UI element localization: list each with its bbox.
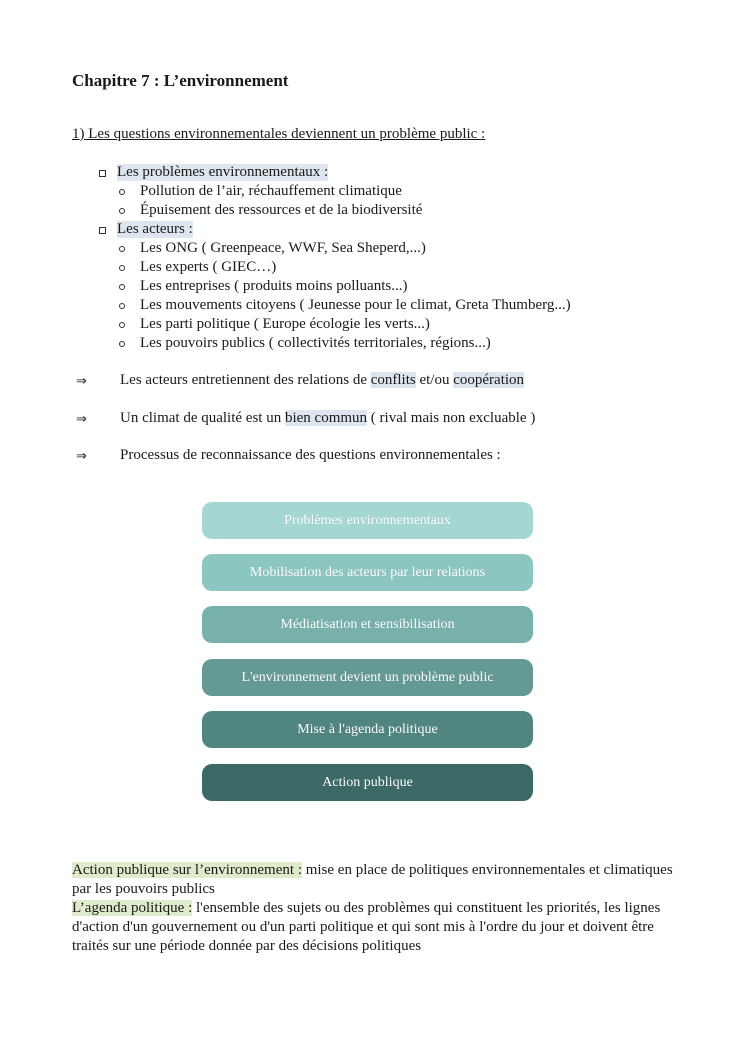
- list-item: Épuisement des ressources et de la biodiversité: [140, 202, 423, 218]
- definition-agenda-politique: [72, 899, 682, 956]
- list-item: Les pouvoirs publics ( collectivités territoriales, régions...): [140, 335, 491, 351]
- definition-term: L’agenda politique :: [72, 900, 193, 916]
- double-arrow-icon: ⇒: [76, 449, 87, 464]
- circle-bullet-icon: [119, 208, 125, 214]
- text-segment: Un climat de qualité est un: [120, 410, 285, 426]
- group-label: Les problèmes environnementaux :: [117, 164, 329, 180]
- circle-bullet-icon: [119, 189, 125, 195]
- highlight-bien-commun: bien commun: [284, 410, 368, 426]
- definition-term: Action publique sur l’environnement :: [72, 862, 302, 878]
- circle-bullet-icon: [119, 265, 125, 271]
- list-item: Les entreprises ( produits moins polluants...): [140, 278, 408, 294]
- circle-bullet-icon: [119, 303, 125, 309]
- list-item: Les parti politique ( Europe écologie les verts...): [140, 316, 430, 332]
- process-step-5: Mise à l'agenda politique: [202, 711, 533, 748]
- arrow-line-text: Processus de reconnaissance des questions environnementales :: [120, 447, 501, 463]
- circle-bullet-icon: [119, 341, 125, 347]
- process-step-4: L'environnement devient un problème public: [202, 659, 533, 696]
- process-step-3: Médiatisation et sensibilisation: [202, 606, 533, 643]
- list-item: Pollution de l’air, réchauffement climatique: [140, 183, 402, 199]
- section-heading: 1) Les questions environnementales deviennent un problème public :: [72, 126, 486, 142]
- list-item: Les mouvements citoyens ( Jeunesse pour le climat, Greta Thumberg...): [140, 297, 571, 313]
- circle-bullet-icon: [119, 322, 125, 328]
- double-arrow-icon: ⇒: [76, 374, 87, 389]
- process-step-6: Action publique: [202, 764, 533, 801]
- square-bullet-icon: [99, 227, 106, 234]
- highlight-cooperation: coopération: [453, 372, 525, 388]
- text-segment: ( rival mais non excluable ): [367, 410, 536, 426]
- definition-text: mise en place de politiques environnementales et climatiques par les pouvoirs publics: [72, 862, 673, 897]
- double-arrow-icon: ⇒: [76, 412, 87, 427]
- group-label: Les acteurs :: [117, 221, 193, 237]
- page-title: Chapitre 7 : L’environnement: [72, 71, 289, 90]
- definition-text: l'ensemble des sujets ou des problèmes qui constituent les priorités, les lignes d'action d'un gouvernement ou d'un parti politique et qui sont mis à l'ordre du jour et doivent être traités sur une période donnée par des décisions politiques: [72, 900, 661, 954]
- circle-bullet-icon: [119, 246, 125, 252]
- highlight-conflits: conflits: [370, 372, 416, 388]
- list-item: Les experts ( GIEC…): [140, 259, 277, 275]
- text-segment: Les acteurs entretiennent des relations de: [120, 372, 371, 388]
- circle-bullet-icon: [119, 284, 125, 290]
- process-step-2: Mobilisation des acteurs par leur relations: [202, 554, 533, 591]
- text-segment: et/ou: [415, 372, 454, 388]
- square-bullet-icon: [99, 170, 106, 177]
- arrow-line-text: [120, 410, 535, 427]
- list-item: Les ONG ( Greenpeace, WWF, Sea Sheperd,...): [140, 240, 426, 256]
- process-step-1: Problèmes environnementaux: [202, 502, 533, 539]
- arrow-line-text: [120, 372, 524, 389]
- definition-action-publique: [72, 861, 682, 899]
